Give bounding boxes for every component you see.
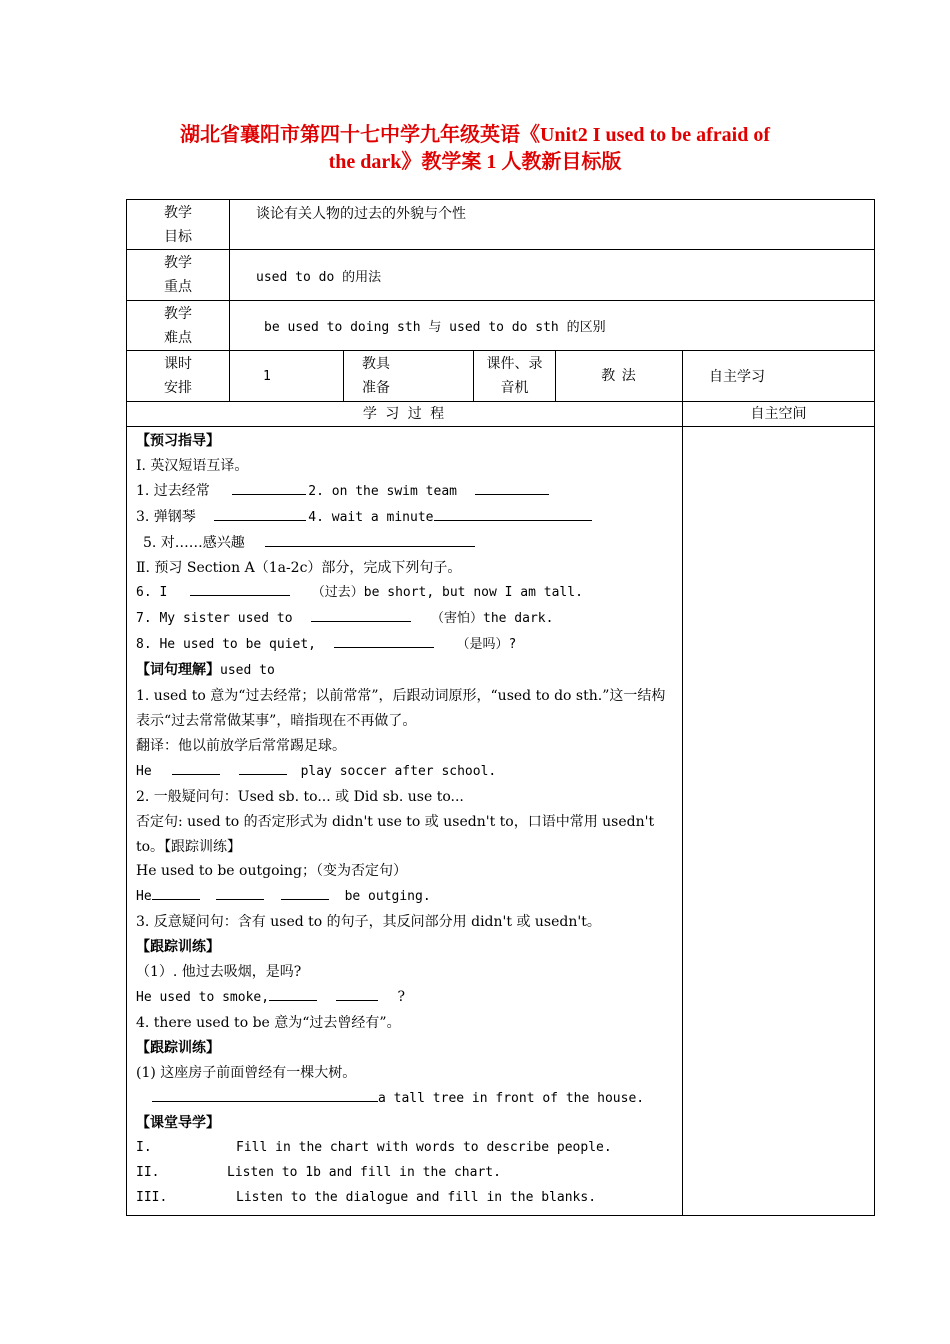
blank[interactable]: [172, 760, 220, 775]
usage-2-exercise: He be outging.: [136, 884, 676, 910]
class-hours: 1: [230, 351, 344, 402]
usage-4-example: (1) 这座房子前面曾经有一棵大树。: [136, 1064, 357, 1081]
blank[interactable]: [269, 986, 317, 1001]
track-heading-inline: 【跟踪训练】: [164, 838, 242, 855]
blank[interactable]: [311, 607, 411, 622]
section-heading-track-1: 【跟踪训练】: [136, 939, 220, 956]
lesson-plan-table: [126, 199, 875, 1216]
blank[interactable]: [265, 532, 475, 547]
blank[interactable]: [475, 480, 549, 495]
title-line-2: the dark》教学案 1 人教新目标版: [328, 151, 622, 173]
row-headers: [127, 402, 875, 427]
blank[interactable]: [239, 760, 287, 775]
blank[interactable]: [190, 581, 290, 596]
document-title: [100, 122, 850, 176]
key-point-label: 教学 重点: [127, 250, 230, 301]
usage-2: 2. 一般疑问句：Used sb. to... 或 Did sb. use to...: [136, 788, 464, 805]
usage-2-example: He used to be outgoing；（变为否定句）: [136, 863, 407, 880]
difficulty-value: be used to doing sth 与 used to do sth 的区别: [230, 301, 875, 351]
blank[interactable]: [334, 633, 434, 648]
usage-4-exercise: a tall tree in front of the house.: [136, 1086, 676, 1112]
preview-part-2: Ⅱ. 预习 Section A（1a-2c）部分，完成下列句子。: [136, 559, 462, 576]
key-point-value: used to do 的用法: [230, 250, 875, 301]
blank[interactable]: [152, 885, 200, 900]
row-goal: [127, 200, 875, 250]
section-heading-class: 【课堂导学】: [136, 1115, 220, 1132]
row-schedule: [127, 351, 875, 402]
class-task-2: II. Listen to 1b and fill in the chart.: [136, 1165, 501, 1181]
usage-1: 1. used to 意为“过去经常；以前常常”，后跟动词原形，“used to do sth.”这一结构表示“过去常常做某事”，暗指现在不再做了。: [136, 688, 666, 729]
blank[interactable]: [152, 1087, 378, 1102]
question-line-7: 7. My sister used to （害怕）the dark.: [136, 606, 676, 632]
process-header: 学 习 过 程: [127, 402, 683, 427]
space-header: 自主空间: [683, 402, 875, 427]
blank[interactable]: [336, 986, 378, 1001]
row-content: [127, 427, 875, 1216]
question-line-5: 5. 对……感兴趣: [136, 531, 676, 556]
class-task-1: I. Fill in the chart with words to describe people.: [136, 1140, 612, 1156]
question-line-3: 3. 弹钢琴 4. wait a minute: [136, 505, 676, 531]
learning-process: [127, 427, 683, 1216]
class-task-3: III. Listen to the dialogue and fill in the blanks.: [136, 1190, 597, 1206]
goal-value: 谈论有关人物的过去的外貌与个性: [230, 200, 875, 250]
section-heading-track-2: 【跟踪训练】: [136, 1039, 220, 1056]
blank[interactable]: [232, 480, 306, 495]
section-heading-vocab: 【词句理解】: [136, 662, 220, 679]
question-line-1: 1. 过去经常 2. on the swim team: [136, 479, 676, 505]
title-line-1: 湖北省襄阳市第四十七中学九年级英语《Unit2 I used to be afraid of: [179, 124, 770, 146]
question-line-6: 6. I （过去）be short, but now I am tall.: [136, 580, 676, 606]
blank[interactable]: [434, 506, 592, 521]
row-key-point: [127, 250, 875, 301]
usage-3: 3. 反意疑问句：含有 used to 的句子，其反问部分用 didn't 或 usedn't。: [136, 914, 601, 931]
vocab-heading-line: 【词句理解】used to: [136, 662, 275, 679]
tools-label: 教具 准备: [344, 351, 474, 402]
usage-3-exercise: He used to smoke, ?: [136, 985, 676, 1011]
preview-part-1: Ⅰ. 英汉短语互译。: [136, 457, 249, 474]
section-heading-preview: 【预习指导】: [136, 433, 220, 449]
method-value: 自主学习: [683, 351, 875, 402]
method-label: 教 法: [556, 351, 683, 402]
row-difficulty: [127, 301, 875, 351]
usage-1-translation: 翻译：他以前放学后常常踢足球。: [136, 737, 346, 754]
blank[interactable]: [281, 885, 329, 900]
blank[interactable]: [214, 506, 306, 521]
usage-2-negative: 否定句: used to 的否定形式为 didn't use to 或 usedn't to，口语中常用 usedn't to。【跟踪训练】: [136, 813, 655, 855]
difficulty-label: 教学 难点: [127, 301, 230, 351]
self-study-space: [683, 427, 875, 1216]
blank[interactable]: [216, 885, 264, 900]
usage-4: 4. there used to be 意为“过去曾经有”。: [136, 1014, 401, 1031]
question-line-8: 8. He used to be quiet, （是吗）?: [136, 632, 676, 658]
schedule-label: 课时 安排: [127, 351, 230, 402]
usage-1-exercise: He play soccer after school.: [136, 759, 676, 785]
tools-value: 课件、录 音机: [474, 351, 556, 402]
goal-label: 教学 目标: [127, 200, 230, 250]
usage-3-example: （1）. 他过去吸烟，是吗?: [136, 964, 302, 981]
